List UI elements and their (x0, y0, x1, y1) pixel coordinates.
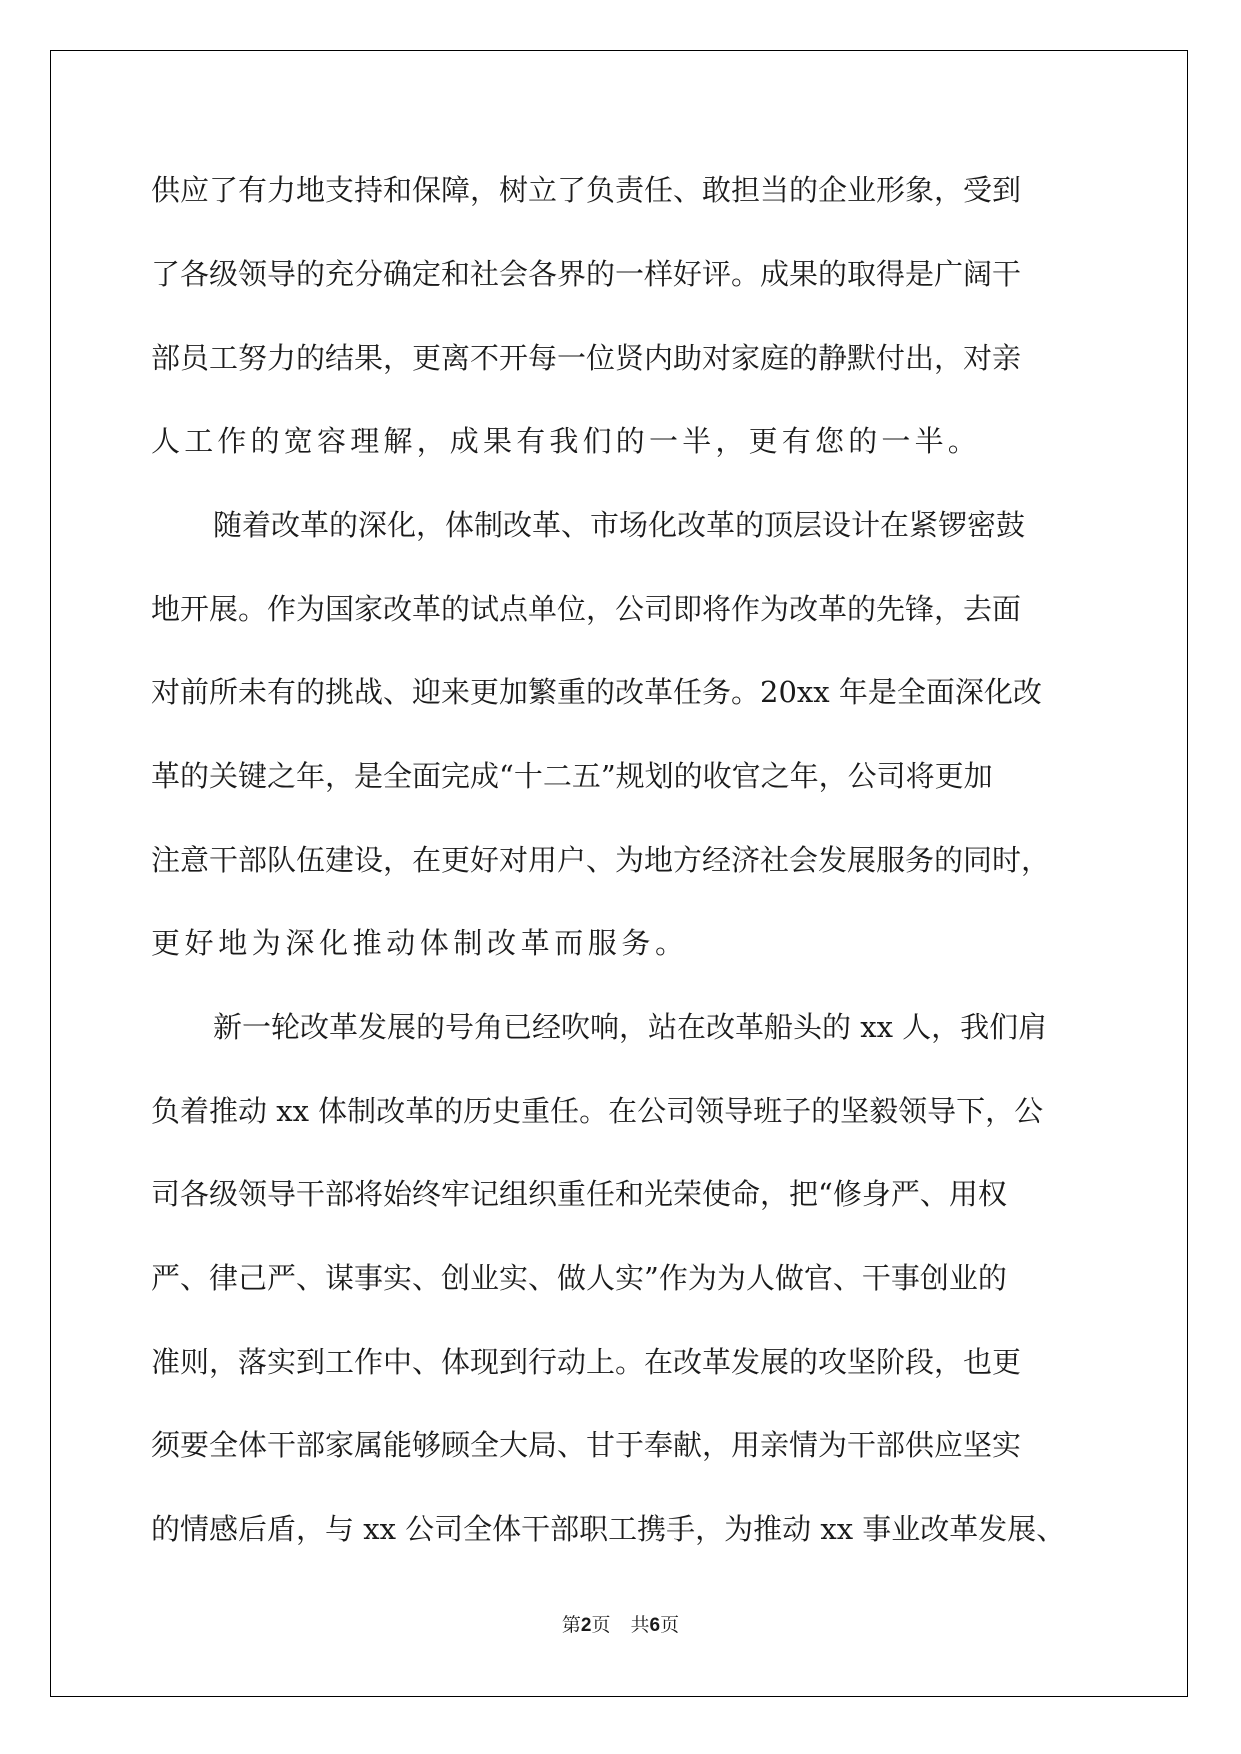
text-line: 人工作的宽容理解，成果有我们的一半，更有您的一半。 (151, 424, 982, 458)
text-line: 注意干部队伍建设，在更好对用户、为地方经济社会发展服务的同时， (151, 843, 1051, 877)
text-line: 严、律己严、谋事实、创业实、做人实”作为为人做官、干事创业的 (151, 1261, 1007, 1295)
page-suffix: 页 (591, 1614, 611, 1636)
page-prefix: 第 (561, 1614, 581, 1636)
total-prefix: 共 (630, 1614, 650, 1636)
text-line: 司各级领导干部将始终牢记组织重任和光荣使命，把“修身严、用权 (151, 1177, 1007, 1211)
text-line: 更好地为深化推动体制改革而服务。 (151, 926, 689, 960)
total-pages: 6 (649, 1615, 661, 1636)
text-line: 了各级领导的充分确定和社会各界的一样好评。成果的取得是广阔干 (151, 257, 1022, 291)
text-line: 部员工努力的结果，更离不开每一位贤内助对家庭的静默付出，对亲 (151, 341, 1022, 375)
text-line: 的情感后盾，与 xx 公司全体干部职工携手，为推动 xx 事业改革发展、 (151, 1512, 1066, 1546)
paragraph-start-line: 随着改革的深化，体制改革、市场化改革的顶层设计在紧锣密鼓 (213, 508, 1026, 542)
paragraph-start-line: 新一轮改革发展的号角已经吹响，站在改革船头的 xx 人，我们肩 (213, 1010, 1048, 1044)
text-line: 革的关键之年，是全面完成“十二五”规划的收官之年，公司将更加 (151, 759, 993, 793)
page-footer (0, 1610, 1241, 1637)
text-line: 供应了有力地支持和保障，树立了负责任、敢担当的企业形象，受到 (151, 173, 1022, 207)
text-line: 地开展。作为国家改革的试点单位，公司即将作为改革的先锋，去面 (151, 592, 1022, 626)
total-suffix: 页 (660, 1614, 680, 1636)
text-line: 须要全体干部家属能够顾全大局、甘于奉献，用亲情为干部供应坚实 (151, 1428, 1022, 1462)
text-line: 负着推动 xx 体制改革的历史重任。在公司领导班子的坚毅领导下，公 (151, 1094, 1044, 1128)
page-number: 2 (580, 1615, 592, 1636)
text-line: 准则，落实到工作中、体现到行动上。在改革发展的攻坚阶段，也更 (151, 1345, 1022, 1379)
text-line: 对前所未有的挑战、迎来更加繁重的改革任务。20xx 年是全面深化改 (151, 675, 1042, 709)
